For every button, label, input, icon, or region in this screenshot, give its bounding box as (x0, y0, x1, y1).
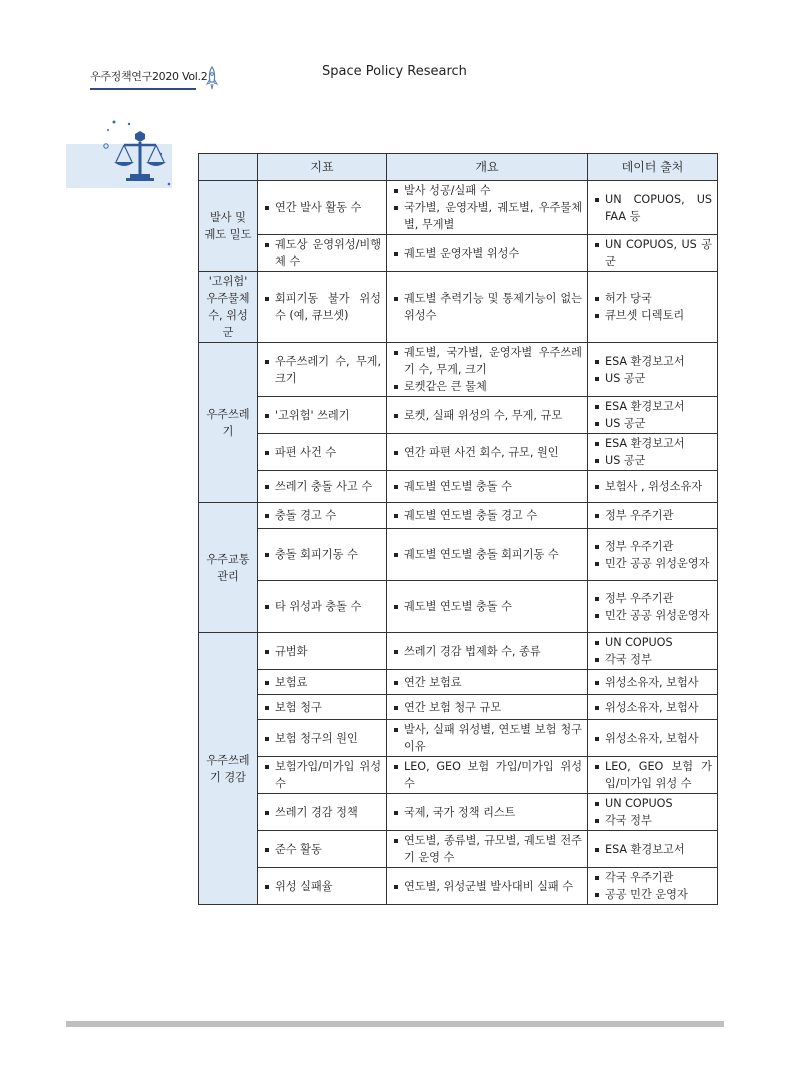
indicator-cell (258, 720, 387, 757)
source-list (593, 730, 712, 747)
overview-list (392, 507, 582, 524)
source-list (593, 699, 712, 716)
overview-list (392, 699, 582, 716)
indicator-list (263, 598, 381, 615)
indicator-item: 보험가입/미가입 위성 수 (263, 758, 381, 792)
source-list (593, 869, 712, 903)
source-list (593, 674, 712, 691)
indicator-cell (258, 235, 387, 272)
indicator-cell (258, 397, 387, 434)
source-cell (588, 434, 718, 471)
indicator-cell (258, 868, 387, 905)
source-list (593, 590, 712, 624)
table-row (199, 397, 718, 434)
indicator-item: 쓰레기 충돌 사고 수 (263, 478, 381, 495)
source-item: UN COPUOS (593, 795, 712, 812)
overview-cell (387, 434, 588, 471)
header-source: 데이터 출처 (588, 154, 718, 181)
indicator-item: 규범화 (263, 643, 381, 660)
source-list (593, 290, 712, 324)
overview-list (392, 598, 582, 615)
overview-list (392, 407, 582, 424)
overview-item: 궤도별 연도별 충돌 경고 수 (392, 507, 582, 524)
indicator-list (263, 407, 381, 424)
indicator-list (263, 199, 381, 216)
overview-item: 연간 보험료 (392, 674, 582, 691)
source-cell (588, 503, 718, 529)
source-item: ESA 환경보고서 (593, 841, 712, 858)
source-item: 각국 정부 (593, 651, 712, 668)
source-cell (588, 831, 718, 868)
source-item: US 공군 (593, 415, 712, 432)
indicator-list (263, 236, 381, 270)
source-list (593, 478, 712, 495)
indicator-item: 보험 청구 (263, 699, 381, 716)
source-item: 큐브셋 디렉토리 (593, 307, 712, 324)
overview-list (392, 478, 582, 495)
overview-item: LEO, GEO 보험 가입/미가입 위성 수 (392, 758, 582, 792)
table-row (199, 581, 718, 633)
source-cell (588, 670, 718, 695)
header-indicator: 지표 (258, 154, 387, 181)
source-item: 각국 우주기관 (593, 869, 712, 886)
table-header-row (199, 154, 718, 181)
source-item: 각국 정부 (593, 812, 712, 829)
overview-list (392, 804, 582, 821)
overview-cell (387, 794, 588, 831)
indicator-cell (258, 831, 387, 868)
source-list (593, 435, 712, 469)
overview-item: 연도별, 종류별, 규모별, 궤도별 전주기 운영 수 (392, 832, 582, 866)
source-list (593, 353, 712, 387)
indicator-cell (258, 343, 387, 397)
overview-list (392, 832, 582, 866)
indicator-cell (258, 695, 387, 720)
table-row (199, 181, 718, 235)
source-list (593, 795, 712, 829)
source-list (593, 398, 712, 432)
overview-item: 궤도별, 국가별, 운영자별 우주쓰레기 수, 무게, 크기 (392, 344, 582, 378)
indicator-item: 쓰레기 경감 정책 (263, 804, 381, 821)
indicator-cell (258, 670, 387, 695)
indicator-cell (258, 794, 387, 831)
indicator-cell (258, 434, 387, 471)
indicator-item: 보험료 (263, 674, 381, 691)
source-cell (588, 181, 718, 235)
indicator-item: 위성 실패율 (263, 878, 381, 895)
category-cell: 우주교통관리 (199, 503, 258, 633)
indicator-list (263, 353, 381, 387)
rocket-icon (205, 66, 219, 90)
overview-list (392, 182, 582, 233)
category-cell: 우주쓰레기 (199, 343, 258, 503)
indicator-cell (258, 529, 387, 581)
overview-list (392, 444, 582, 461)
overview-cell (387, 720, 588, 757)
source-item: LEO, GEO 보험 가입/미가입 위성 수 (593, 758, 712, 792)
indicator-list (263, 478, 381, 495)
overview-list (392, 643, 582, 660)
indicator-item: 우주쓰레기 수, 무게, 크기 (263, 353, 381, 387)
overview-cell (387, 181, 588, 235)
overview-list (392, 721, 582, 755)
indicator-cell (258, 181, 387, 235)
source-list (593, 634, 712, 668)
source-cell (588, 397, 718, 434)
source-item: 정부 우주기관 (593, 507, 712, 524)
indicator-list (263, 674, 381, 691)
overview-list (392, 344, 582, 395)
header-blank (199, 154, 258, 181)
overview-item: 궤도별 연도별 충돌 수 (392, 478, 582, 495)
overview-cell (387, 581, 588, 633)
overview-item: 로켓같은 큰 물체 (392, 378, 582, 395)
source-item: 허가 당국 (593, 290, 712, 307)
indicator-item: 파편 사건 수 (263, 444, 381, 461)
overview-cell (387, 831, 588, 868)
source-item: UN COPUOS, US 공군 (593, 236, 712, 270)
source-item: 정부 우주기관 (593, 538, 712, 555)
source-item: 보험사 , 위성소유자 (593, 478, 712, 495)
overview-item: 국가별, 운영자별, 궤도별, 우주물체별, 무게별 (392, 199, 582, 233)
indicator-item: 타 위성과 충돌 수 (263, 598, 381, 615)
source-item: 민간 공공 위성운영자 (593, 555, 712, 572)
source-list (593, 507, 712, 524)
source-cell (588, 529, 718, 581)
source-cell (588, 868, 718, 905)
category-cell: '고위험' 우주물체수, 위성군 (199, 272, 258, 343)
table-row (199, 503, 718, 529)
source-cell (588, 794, 718, 831)
overview-item: 궤도별 연도별 충돌 회피기동 수 (392, 546, 582, 563)
indicator-item: 궤도상 운영위성/비행체 수 (263, 236, 381, 270)
indicator-list (263, 730, 381, 747)
source-cell (588, 343, 718, 397)
overview-list (392, 758, 582, 792)
header-overview: 개요 (387, 154, 588, 181)
source-item: 민간 공공 위성운영자 (593, 607, 712, 624)
overview-cell (387, 235, 588, 272)
table-row (199, 757, 718, 794)
indicator-item: 준수 활동 (263, 841, 381, 858)
indicator-cell (258, 757, 387, 794)
table-row (199, 235, 718, 272)
source-item: 위성소유자, 보험사 (593, 674, 712, 691)
table-row (199, 343, 718, 397)
source-item: 위성소유자, 보험사 (593, 699, 712, 716)
overview-cell (387, 633, 588, 670)
source-item: US 공군 (593, 370, 712, 387)
table-row (199, 272, 718, 343)
overview-list (392, 245, 582, 262)
source-item: US 공군 (593, 452, 712, 469)
overview-item: 발사, 실패 위성별, 연도별 보험 청구 이유 (392, 721, 582, 755)
source-list (593, 758, 712, 792)
source-list (593, 538, 712, 572)
overview-item: 연간 파편 사건 회수, 규모, 원인 (392, 444, 582, 461)
indicator-table (198, 153, 718, 905)
overview-item: 궤도별 추력기능 및 통제기능이 없는 위성수 (392, 290, 582, 324)
overview-cell (387, 397, 588, 434)
journal-underline (90, 88, 196, 90)
indicator-list (263, 699, 381, 716)
indicator-list (263, 290, 381, 324)
indicator-item: 충돌 회피기동 수 (263, 546, 381, 563)
overview-item: 로켓, 실패 위성의 수, 무게, 규모 (392, 407, 582, 424)
table-row (199, 794, 718, 831)
overview-cell (387, 529, 588, 581)
overview-cell (387, 343, 588, 397)
source-item: UN COPUOS (593, 634, 712, 651)
source-cell (588, 235, 718, 272)
footer-bar (66, 1021, 724, 1027)
source-cell (588, 272, 718, 343)
indicator-item: 충돌 경고 수 (263, 507, 381, 524)
overview-list (392, 674, 582, 691)
table-row (199, 670, 718, 695)
overview-cell (387, 695, 588, 720)
indicator-list (263, 546, 381, 563)
overview-item: 국제, 국가 정책 리스트 (392, 804, 582, 821)
source-item: UN COPUOS, US FAA 등 (593, 191, 712, 225)
indicator-list (263, 507, 381, 524)
overview-item: 연도별, 위성군별 발사대비 실패 수 (392, 878, 582, 895)
source-item: ESA 환경보고서 (593, 435, 712, 452)
scales-emblem (66, 118, 172, 190)
source-list (593, 191, 712, 225)
indicator-item: 보험 청구의 원인 (263, 730, 381, 747)
indicator-list (263, 804, 381, 821)
indicator-cell (258, 503, 387, 529)
indicator-item: 회피기동 불가 위성 수 (예, 큐브셋) (263, 290, 381, 324)
overview-item: 궤도별 운영자별 위성수 (392, 245, 582, 262)
table-row (199, 633, 718, 670)
indicator-item: '고위험' 쓰레기 (263, 407, 381, 424)
table-row (199, 720, 718, 757)
journal-label: 우주정책연구2020 Vol.2 (90, 70, 208, 83)
overview-cell (387, 272, 588, 343)
source-item: ESA 환경보고서 (593, 398, 712, 415)
source-cell (588, 720, 718, 757)
table-row (199, 831, 718, 868)
indicator-cell (258, 581, 387, 633)
overview-cell (387, 503, 588, 529)
overview-item: 쓰레기 경감 법제화 수, 종류 (392, 643, 582, 660)
source-list (593, 236, 712, 270)
indicator-cell (258, 272, 387, 343)
indicator-list (263, 444, 381, 461)
overview-list (392, 546, 582, 563)
source-item: 위성소유자, 보험사 (593, 730, 712, 747)
indicator-list (263, 841, 381, 858)
source-list (593, 841, 712, 858)
indicator-cell (258, 471, 387, 503)
source-cell (588, 471, 718, 503)
source-item: 정부 우주기관 (593, 590, 712, 607)
overview-item: 발사 성공/실패 수 (392, 182, 582, 199)
overview-cell (387, 471, 588, 503)
table-row (199, 695, 718, 720)
overview-item: 궤도별 연도별 충돌 수 (392, 598, 582, 615)
indicator-list (263, 878, 381, 895)
category-cell: 발사 및 궤도 밀도 (199, 181, 258, 272)
source-item: 공공 민간 운영자 (593, 886, 712, 903)
source-cell (588, 633, 718, 670)
overview-list (392, 878, 582, 895)
overview-cell (387, 868, 588, 905)
table-row (199, 471, 718, 503)
overview-list (392, 290, 582, 324)
overview-cell (387, 757, 588, 794)
indicator-list (263, 643, 381, 660)
table-row (199, 529, 718, 581)
table-row (199, 868, 718, 905)
source-cell (588, 695, 718, 720)
scales-icon (66, 118, 172, 190)
running-title: Space Policy Research (322, 64, 467, 79)
source-item: ESA 환경보고서 (593, 353, 712, 370)
indicator-cell (258, 633, 387, 670)
overview-cell (387, 670, 588, 695)
source-cell (588, 581, 718, 633)
overview-item: 연간 보험 청구 규모 (392, 699, 582, 716)
indicator-list (263, 758, 381, 792)
table-row (199, 434, 718, 471)
category-cell: 우주쓰레기 경감 (199, 633, 258, 905)
indicator-item: 연간 발사 활동 수 (263, 199, 381, 216)
source-cell (588, 757, 718, 794)
